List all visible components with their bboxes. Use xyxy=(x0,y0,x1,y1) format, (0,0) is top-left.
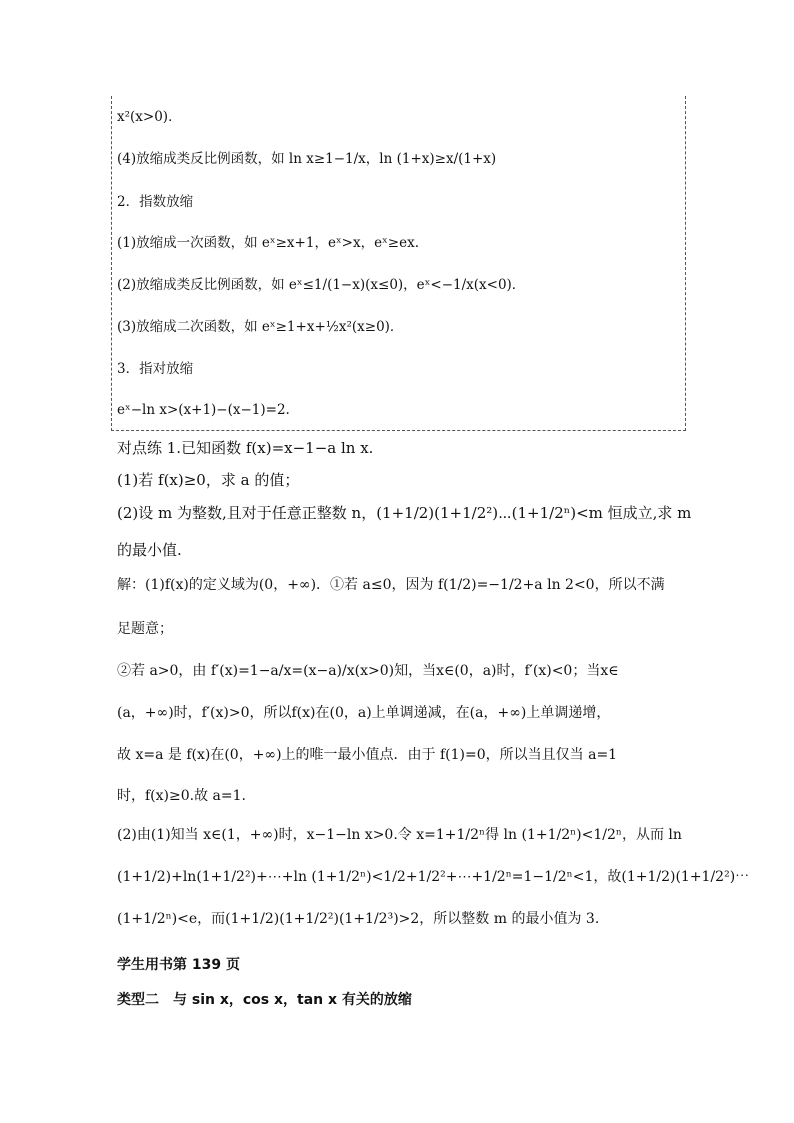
box-line-4: (2)放缩成类反比例函数，如 eˣ≤1/(1−x)(x≤0)，eˣ<−1/x(x<0)． xyxy=(117,277,526,293)
solution-line-6: 时，f(x)≥0.故 a=1. xyxy=(117,788,246,804)
solution-line-2: 足题意； xyxy=(117,621,173,637)
box-heading-exponential: 2．指数放缩 xyxy=(117,194,194,210)
section-title: 类型二 与 sin x，cos x，tan x 有关的放缩 xyxy=(117,992,412,1008)
solution-line-5: 故 x=a 是 f(x)在(0，+∞)上的唯一最小值点．由于 f(1)=0，所以当且仅当 a=1 xyxy=(117,747,618,763)
solution-line-1: 解：(1)f(x)的定义域为(0，+∞)．①若 a≤0，因为 f(1/2)=−1/2+a ln 2<0，所以不满 xyxy=(117,577,665,593)
box-line-1: x²(x>0)． xyxy=(117,109,182,125)
problem-part-2-cont: 的最小值. xyxy=(117,541,182,559)
summary-box xyxy=(111,96,686,431)
box-line-3: (1)放缩成一次函数，如 eˣ≥x+1，eˣ>x，eˣ≥ex. xyxy=(117,235,420,251)
solution-line-8: (1+1/2)+ln(1+1/2²)+⋯+ln (1+1/2ⁿ)<1/2+1/2²+⋯+1/2ⁿ=1−1/2ⁿ<1，故(1+1/2)(1+1/2²)⋯ xyxy=(117,869,750,885)
box-line-5: (3)放缩成二次函数，如 eˣ≥1+x+½x²(x≥0)． xyxy=(117,319,404,335)
box-line-6: eˣ−ln x>(x+1)−(x−1)=2. xyxy=(117,402,290,418)
problem-part-2: (2)设 m 为整数,且对于任意正整数 n，(1+1/2)(1+1/2²)⋯(1+1/2ⁿ)<m 恒成立,求 m xyxy=(117,504,692,522)
page-reference: 学生用书第 139 页 xyxy=(117,957,240,973)
problem-statement: 对点练 1.已知函数 f(x)=x−1−a ln x. xyxy=(117,439,374,457)
solution-line-4: (a，+∞)时，f′(x)>0，所以f(x)在(0，a)上单调递减，在(a，+∞)上单调递增， xyxy=(117,705,611,721)
solution-line-3: ②若 a>0，由 f′(x)=1−a/x=(x−a)/x(x>0)知，当x∈(0，a)时，f′(x)<0；当x∈ xyxy=(117,663,619,679)
solution-line-7: (2)由(1)知当 x∈(1，+∞)时，x−1−ln x>0.令 x=1+1/2ⁿ得 ln (1+1/2ⁿ)<1/2ⁿ，从而 ln xyxy=(117,827,682,843)
problem-part-1: (1)若 f(x)≥0，求 a 的值； xyxy=(117,471,300,489)
solution-line-9: (1+1/2ⁿ)<e，而(1+1/2)(1+1/2²)(1+1/2³)>2，所以整数 m 的最小值为 3. xyxy=(117,911,600,927)
box-line-2: (4)放缩成类反比例函数，如 ln x≥1−1/x，ln (1+x)≥x/(1+x) xyxy=(117,151,497,167)
box-heading-exp-log: 3．指对放缩 xyxy=(117,361,194,377)
